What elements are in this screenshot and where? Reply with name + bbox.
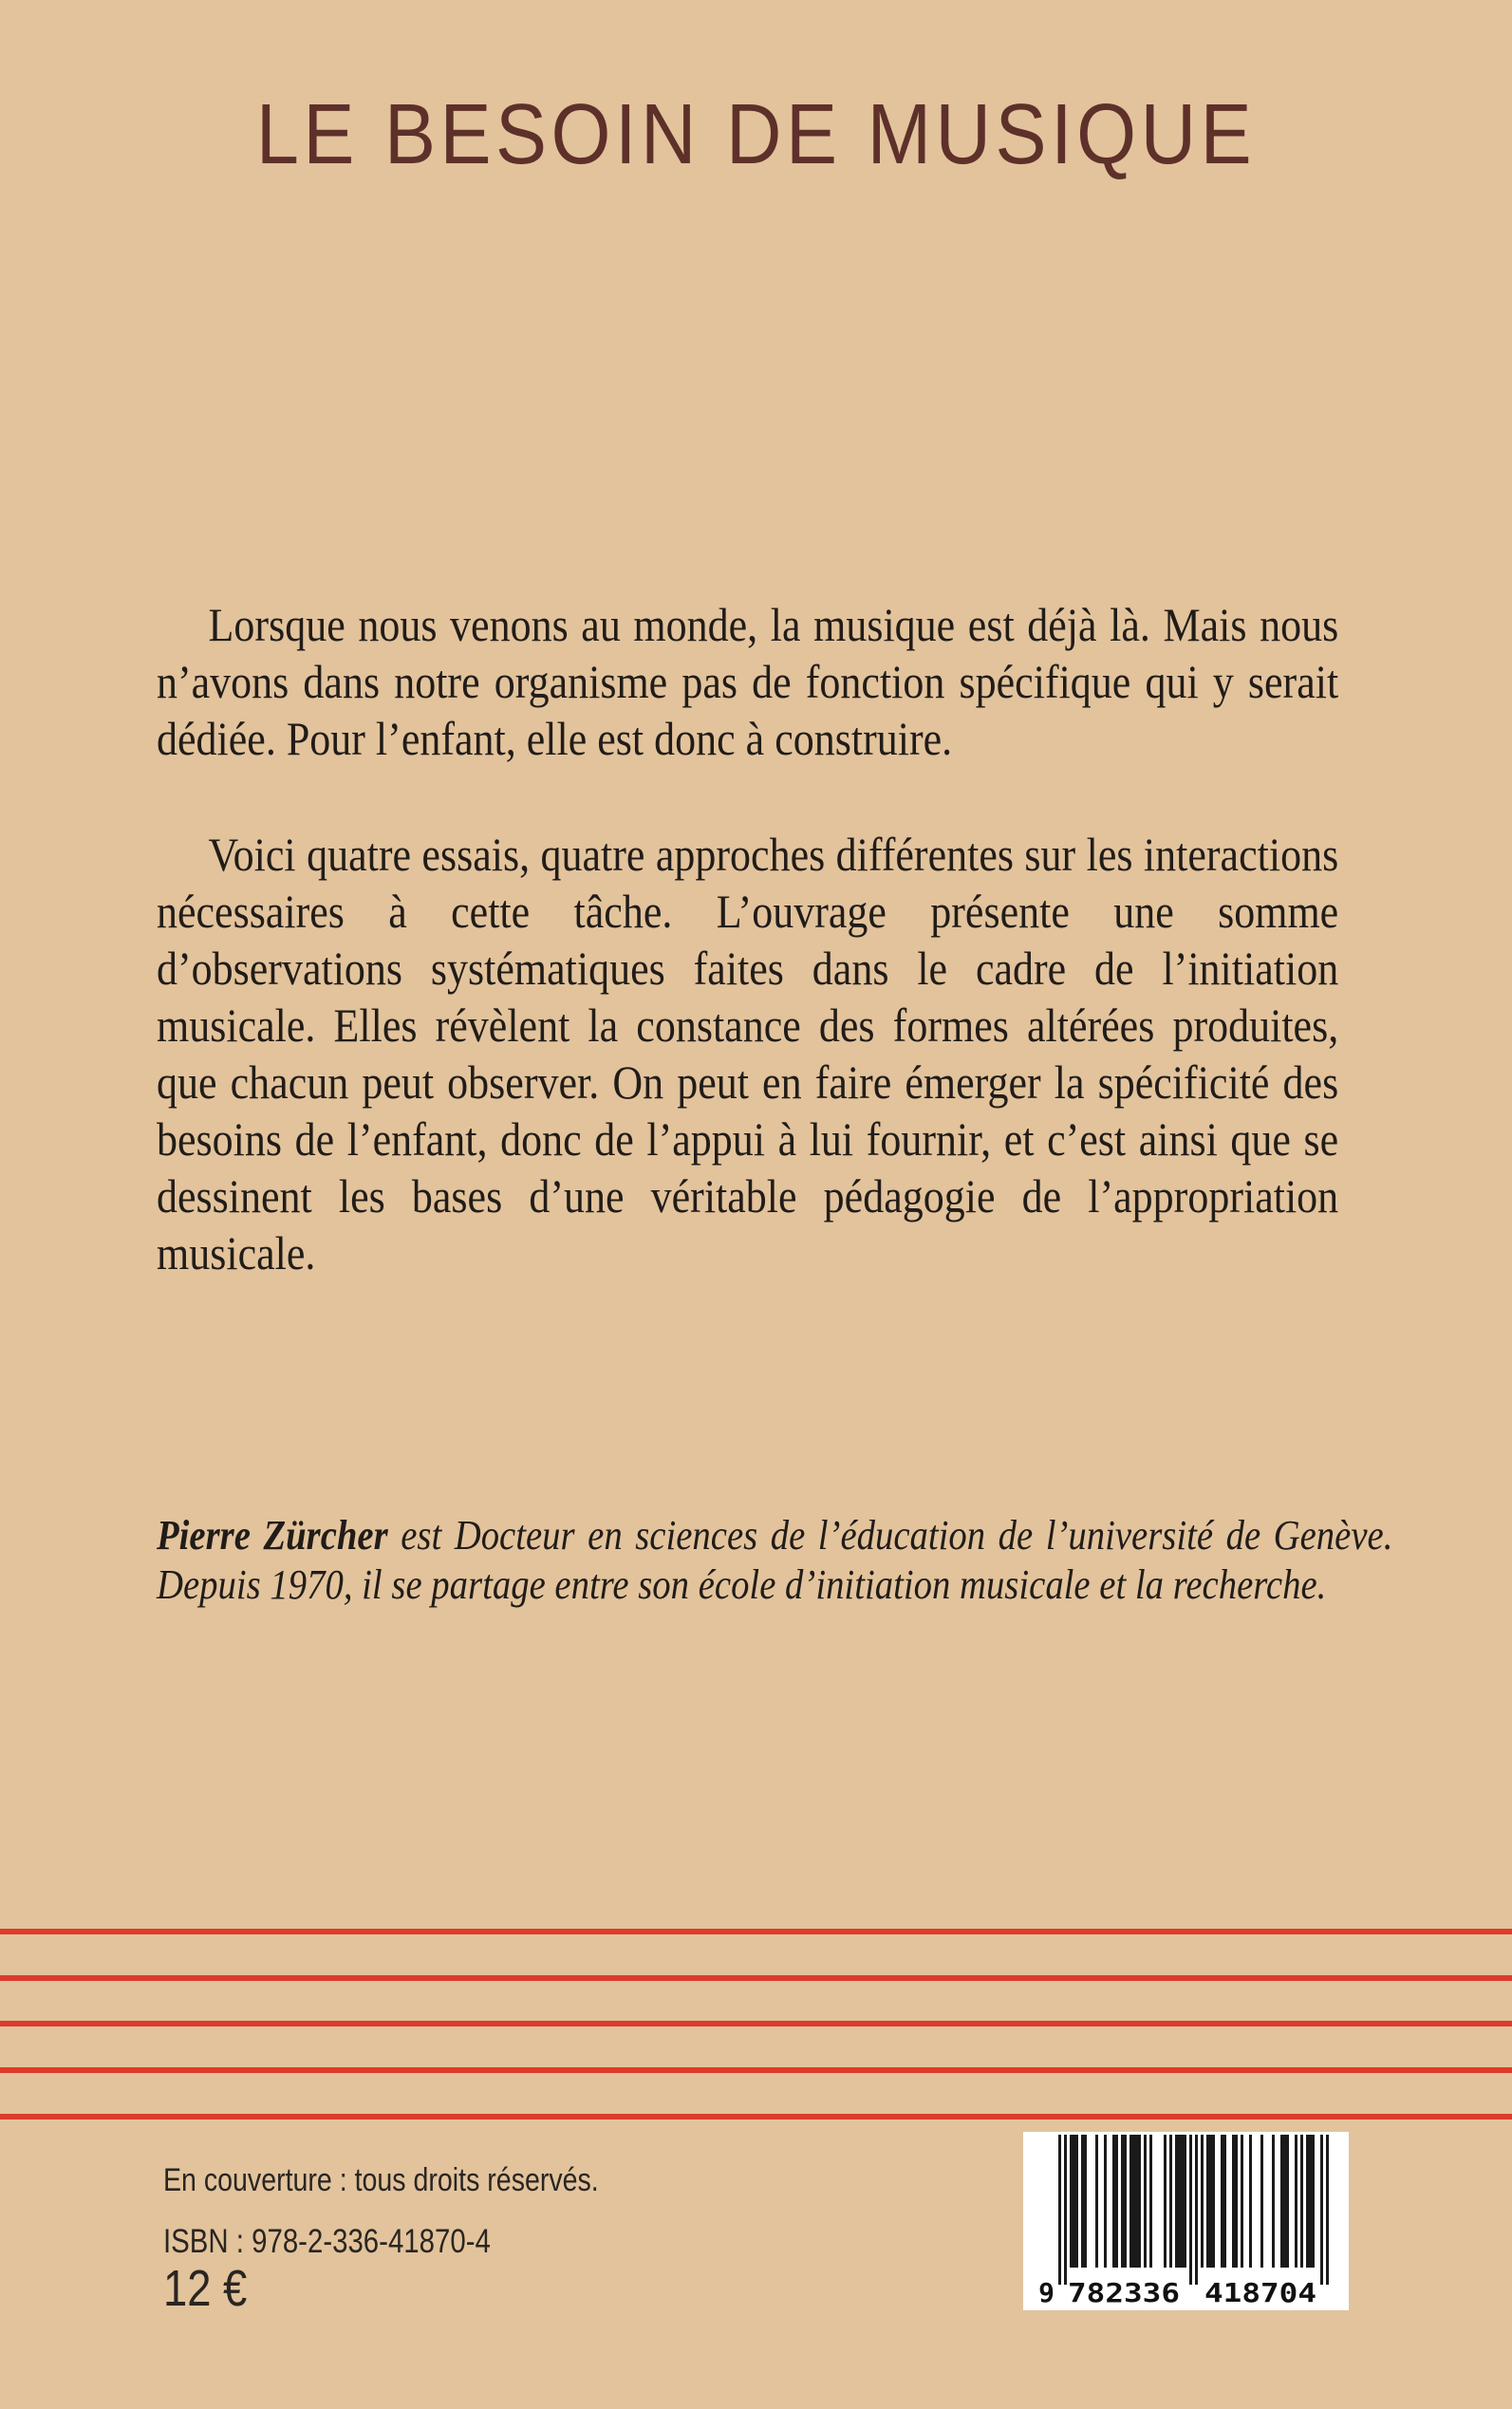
red-rule-4 xyxy=(0,2067,1512,2073)
synopsis-paragraph-2: Voici quatre essais, quatre approches différentes sur les interactions nécessaires à cette tâche. L’ouvrage présente une somme d’observations systématiques faites dans le cadre de l’initiation musicale. Elles révèlent la constance des formes altérées produites, que chacun peut observer. On peut en faire émerger la spécificité des besoins de l’enfant, donc de l’appui à lui fournir, et c’est ainsi que se dessinent les bases d’une véritable pédagogie de l’appropriation musicale. xyxy=(157,828,1339,1279)
red-rule-5 xyxy=(0,2114,1512,2120)
svg-text:782336: 782336 xyxy=(1068,2277,1180,2307)
red-rule-1 xyxy=(0,1929,1512,1934)
author-bio xyxy=(157,1511,1392,1610)
svg-text:418704: 418704 xyxy=(1204,2277,1316,2307)
barcode-bars xyxy=(1030,2135,1343,2307)
author-bio-text: est Docteur en sciences de l’éducation de l’université de Genève. Depuis 1970, il se partage entre son école d’initiation musicale et la recherche. xyxy=(157,1512,1393,1608)
author-name: Pierre Zürcher xyxy=(157,1512,388,1559)
red-rule-2 xyxy=(0,1975,1512,1981)
barcode xyxy=(1023,2132,1349,2310)
cover-credit: En couverture : tous droits réservés. xyxy=(163,2162,599,2198)
synopsis-paragraph-1: Lorsque nous venons au monde, la musique est déjà là. Mais nous n’avons dans notre organisme pas de fonction spécifique qui y serait dédiée. Pour l’enfant, elle est donc à construire. xyxy=(157,598,1339,765)
synopsis xyxy=(157,596,1338,1281)
price-text: 12 € xyxy=(163,2260,248,2317)
red-rule-3 xyxy=(0,2021,1512,2026)
book-title: LE BESOIN DE MUSIQUE xyxy=(255,87,1257,182)
isbn-text: ISBN : 978-2-336-41870-4 xyxy=(163,2223,491,2260)
svg-text:9: 9 xyxy=(1038,2277,1055,2307)
